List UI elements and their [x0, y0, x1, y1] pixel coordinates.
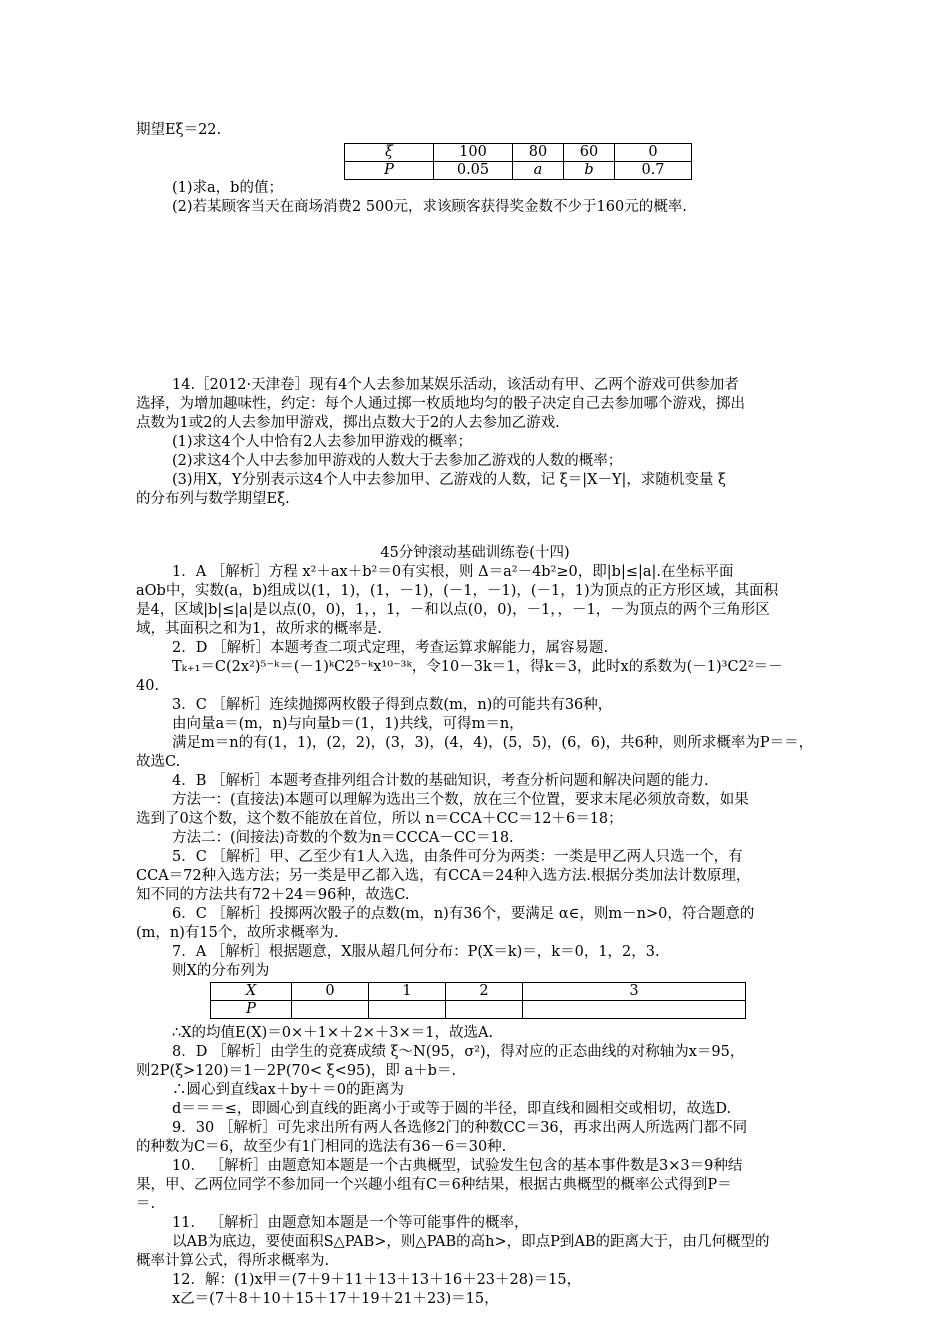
- table-cell: 100: [434, 144, 513, 162]
- table-row: [345, 144, 692, 162]
- answer-line: 是4，区域|b|≤|a|是以点(0，0)，1，，1，－和以点(0，0)，－1，，－1，－为顶点的两个三角形区: [136, 602, 770, 618]
- table-cell: [292, 1001, 369, 1019]
- table-cell: 0: [615, 144, 692, 162]
- table-cell: b: [564, 162, 615, 180]
- answer-line: 方法二：(间接法)奇数的个数为n＝CCCA－CC＝18.: [172, 830, 514, 846]
- answer-line: ∴圆心到直线ax＋by＋＝0的距离为: [172, 1082, 405, 1098]
- answer-line: ＝.: [136, 1196, 156, 1212]
- table-cell: 60: [564, 144, 615, 162]
- table-cell: X: [211, 983, 292, 1001]
- table-cell: ξ: [345, 144, 434, 162]
- q14-line: 的分布列与数学期望Eξ.: [136, 491, 290, 507]
- answer-line: 11． ［解析］由题意知本题是一个等可能事件的概率，: [172, 1215, 529, 1231]
- answer-line: d＝＝＝≤，即圆心到直线的距离小于或等于圆的半径，即直线和圆相交或相切，故选D.: [172, 1101, 732, 1117]
- answer-line: ∴X的均值E(X)＝0×＋1×＋2×＋3×＝1，故选A.: [172, 1025, 494, 1041]
- table-cell: 0.05: [434, 162, 513, 180]
- table-cell: [369, 1001, 446, 1019]
- answer-line: 则X的分布列为: [172, 963, 270, 979]
- answer-line: 9．30 ［解析］可先求出所有两人各选修2门的种数CC＝36，再求出两人所选两门都不同: [172, 1120, 748, 1136]
- q14-line: (3)用X，Y分别表示这4个人中去参加甲、乙游戏的人数，记 ξ＝|X－Y|，求随机变量 ξ: [172, 472, 727, 488]
- answer-line: 7．A ［解析］根据题意，X服从超几何分布：P(X＝k)＝，k＝0，1，2，3.: [172, 944, 660, 960]
- expectation-line: 期望Eξ＝22.: [136, 122, 222, 138]
- x-distribution-table: [210, 982, 746, 1019]
- answer-line: 以AB为底边，要使面积S△PAB>，则△PAB的高h>，即点P到AB的距离大于，由几何概型的: [172, 1234, 770, 1250]
- answer-line: 4．B ［解析］本题考查排列组合计数的基础知识，考查分析问题和解决问题的能力.: [172, 773, 709, 789]
- q14-line: (2)求这4个人中去参加甲游戏的人数大于去参加乙游戏的人数的概率；: [172, 453, 623, 469]
- answer-line: 10． ［解析］由题意知本题是一个古典概型，试验发生包含的基本事件数是3×3＝9种结: [172, 1158, 743, 1174]
- section-title: 45分钟滚动基础训练卷(十四): [380, 545, 570, 561]
- answer-line: 概率计算公式，得所求概率为.: [136, 1253, 330, 1269]
- table-cell: [446, 1001, 523, 1019]
- answer-line: 3．C ［解析］连续抛掷两枚骰子得到点数(m，n)的可能共有36种，: [172, 697, 613, 713]
- answer-line: (m，n)有15个，故所求概率为.: [136, 925, 339, 941]
- table-cell: 0: [292, 983, 369, 1001]
- answer-line: 5．C ［解析］甲、乙至少有1人入选，由条件可分为两类：一类是甲乙两人只选一个，有: [172, 849, 743, 865]
- answer-line: 6．C ［解析］投掷两次骰子的点数(m，n)有36个，要满足 α∈，则m－n>0，符合题意的: [172, 906, 755, 922]
- table-cell: P: [345, 162, 434, 180]
- answer-line: 方法一：(直接法)本题可以理解为选出三个数，放在三个位置，要求末尾必须放奇数，如果: [172, 792, 749, 808]
- table-cell: 1: [369, 983, 446, 1001]
- question-part-1: (1)求a，b的值；: [172, 180, 283, 196]
- answer-line: 40.: [136, 678, 160, 694]
- answer-line: 2．D ［解析］本题考查二项式定理，考查运算求解能力，属容易题.: [172, 640, 609, 656]
- answer-line: 的种数为C＝6，故至少有1门相同的选法有36－6＝30种.: [136, 1139, 507, 1155]
- table-row: [345, 162, 692, 180]
- q14-line: 选择，为增加趣味性，约定：每个人通过掷一枚质地均匀的骰子决定自己去参加哪个游戏，掷出: [136, 396, 745, 412]
- q14-line: (1)求这4个人中恰有2人去参加甲游戏的概率；: [172, 434, 472, 450]
- table-cell: 80: [513, 144, 564, 162]
- answer-line: CCA＝72种入选方法；另一类是甲乙都入选，有CCA＝24种入选方法.根据分类加法计数原理，: [136, 868, 751, 884]
- table-cell: 2: [446, 983, 523, 1001]
- answer-line: 域，其面积之和为1，故所求的概率是.: [136, 621, 382, 637]
- table-cell: P: [211, 1001, 292, 1019]
- table-row: [211, 983, 746, 1001]
- table-cell: a: [513, 162, 564, 180]
- answer-line: x乙＝(7＋8＋10＋15＋17＋19＋21＋23)＝15，: [172, 1291, 499, 1307]
- table-cell: 3: [523, 983, 746, 1001]
- answer-line: 由向量a＝(m，n)与向量b＝(1，1)共线，可得m＝n，: [172, 716, 524, 732]
- answer-line: aOb中，实数(a，b)组成以(1，1)，(1，－1)，(－1，－1)，(－1，1)为顶点的正方形区域，其面积: [136, 583, 779, 599]
- answer-line: 12．解：(1)x甲＝(7＋9＋11＋13＋13＋16＋23＋28)＝15，: [172, 1272, 582, 1288]
- answer-line: Tₖ₊₁＝C(2x²)⁵⁻ᵏ＝(－1)ᵏC2⁵⁻ᵏx¹⁰⁻³ᵏ，令10－3k＝1，得k＝3，此时x的系数为(－1)³C2²＝－: [172, 659, 783, 675]
- answer-line: 满足m＝n的有(1，1)，(2，2)，(3，3)，(4，4)，(5，5)，(6，6)，共6种，则所求概率为P＝＝，: [172, 735, 814, 751]
- question-part-2: (2)若某顾客当天在商场消费2 500元，求该顾客获得奖金数不少于160元的概率.: [172, 199, 687, 215]
- answer-line: 故选C.: [136, 754, 181, 770]
- answer-line: 则2P(ξ>120)＝1－2P(70< ξ<95)，即 a＋b＝.: [136, 1063, 457, 1079]
- answer-line: 8．D ［解析］由学生的竞赛成绩 ξ～N(95，σ²)，得对应的正态曲线的对称轴为x＝95，: [172, 1044, 745, 1060]
- q14-line: 点数为1或2的人去参加甲游戏，掷出点数大于2的人去参加乙游戏.: [136, 415, 560, 431]
- table-cell: 0.7: [615, 162, 692, 180]
- answer-line: 知不同的方法共有72＋24＝96种，故选C.: [136, 887, 410, 903]
- q14-line: 14.［2012·天津卷］现有4个人去参加某娱乐活动，该活动有甲、乙两个游戏可供参加者: [172, 377, 739, 393]
- table-cell: [523, 1001, 746, 1019]
- answer-line: 选到了0这个数，这个数不能放在首位，所以 n＝CCA＋CC＝12＋6＝18；: [136, 811, 623, 827]
- answer-line: 1．A ［解析］方程 x²＋ax＋b²＝0有实根，则 Δ＝a²－4b²≥0，即|b|≤|a|.在坐标平面: [172, 564, 734, 580]
- table-row: [211, 1001, 746, 1019]
- answer-line: 果，甲、乙两位同学不参加同一个兴趣小组有C＝6种结果，根据古典概型的概率公式得到P＝: [136, 1177, 732, 1193]
- prize-distribution-table: [344, 143, 692, 180]
